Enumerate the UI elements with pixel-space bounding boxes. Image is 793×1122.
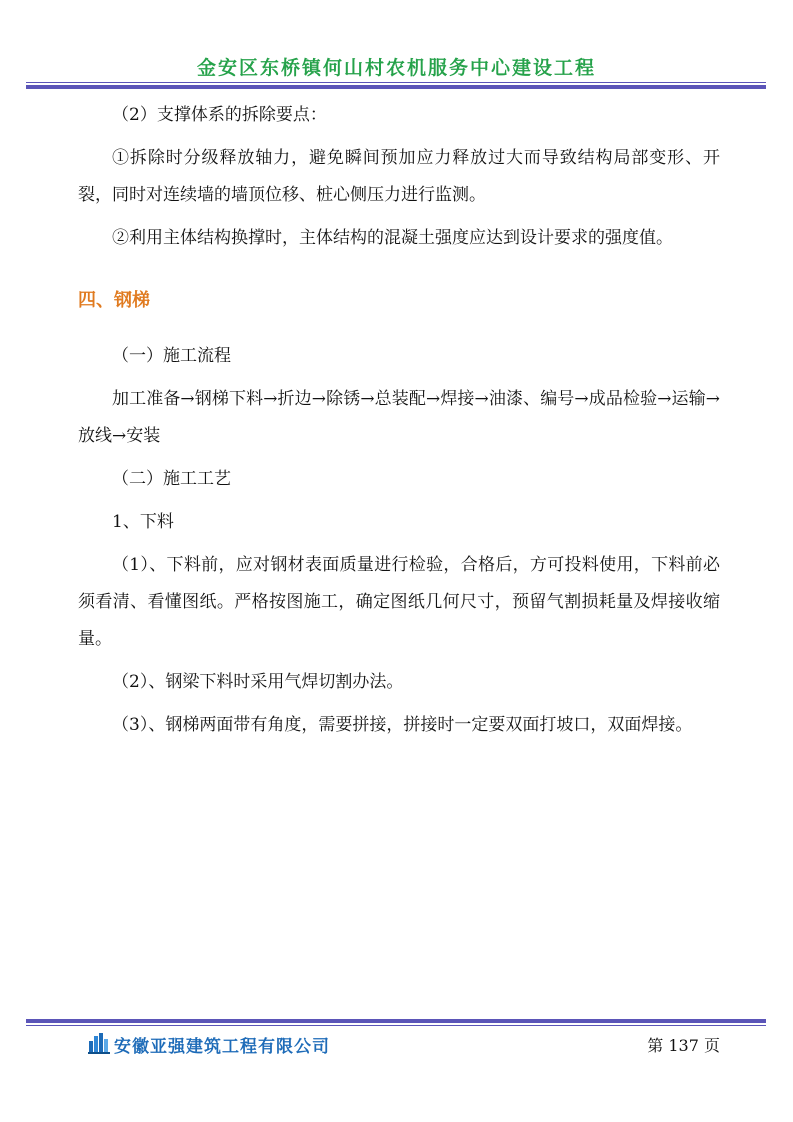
section-body-text	[78, 338, 720, 744]
paragraph-cutting-3: （3）、钢梯两面带有角度，需要拼接，拼接时一定要双面打坡口，双面焊接。	[112, 715, 693, 735]
paragraph-cutting-2: （2）、钢梁下料时采用气焊切割办法。	[112, 672, 404, 692]
top-body-text	[78, 97, 720, 257]
footer-rule-thin	[26, 1025, 766, 1026]
header-rule-thin	[26, 82, 766, 83]
paragraph-support-removal-1: ①拆除时分级释放轴力，避免瞬间预加应力释放过大而导致结构局部变形、开裂，同时对连续墙的墙顶位移、桩心侧压力进行监测。	[78, 148, 720, 205]
paragraph-cutting-heading: 1、下料	[112, 512, 174, 532]
page-footer	[88, 1030, 720, 1058]
header-rule-thick	[26, 85, 766, 89]
building-logo-icon	[88, 1032, 110, 1054]
footer-company-name: 安徽亚强建筑工程有限公司	[114, 1037, 330, 1057]
paragraph-process-flow: 加工准备→钢梯下料→折边→除锈→总装配→焊接→油漆、编号→成品检验→运输→放线→安装	[78, 389, 720, 446]
section-heading-steel-stairs: 四、钢梯	[78, 290, 150, 311]
paragraph-process-heading: （一）施工流程	[112, 346, 231, 366]
paragraph-support-removal-2: ②利用主体结构换撑时，主体结构的混凝土强度应达到设计要求的强度值。	[112, 228, 673, 248]
paragraph-technique-heading: （二）施工工艺	[112, 469, 231, 489]
paragraph-cutting-1: （1）、下料前，应对钢材表面质量进行检验，合格后，方可投料使用，下料前必须看清、看懂图纸。严格按图施工，确定图纸几何尺寸，预留气割损耗量及焊接收缩量。	[78, 555, 720, 649]
paragraph-support-removal-title: （2）支撑体系的拆除要点：	[112, 105, 327, 125]
page-header-title: 金安区东桥镇何山村农机服务中心建设工程	[196, 57, 596, 79]
footer-page-number: 第 137 页	[647, 1036, 720, 1055]
footer-rule-thick	[26, 1019, 766, 1023]
